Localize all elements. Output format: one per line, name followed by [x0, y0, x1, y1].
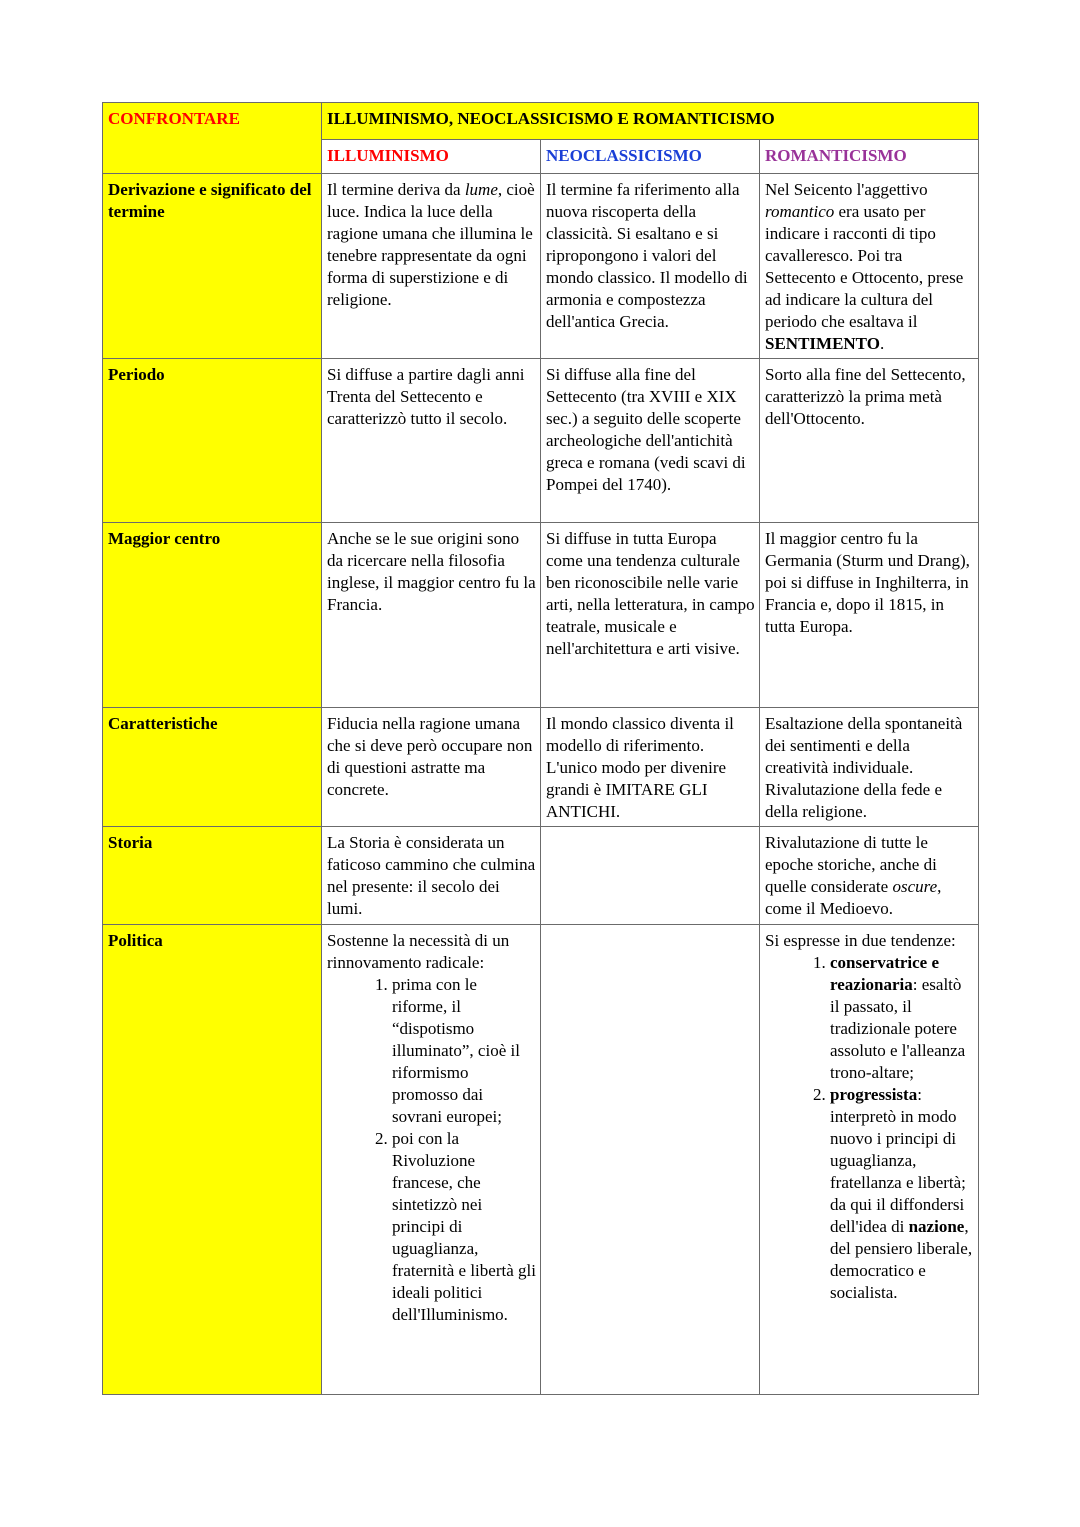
cell-caratteristiche-romanticismo: Esaltazione della spontaneità dei sentimenti e della creatività individuale. Rivalutazione della fede e della religione.	[760, 708, 979, 827]
text-part: , come il Medioevo.	[765, 877, 942, 918]
row-label-storia: Storia	[103, 827, 322, 925]
cell-centro-illuminismo: Anche se le sue origini sono da ricercare nella filosofia inglese, il maggior centro fu la Francia.	[322, 523, 541, 708]
column-header-illuminismo: ILLUMINISMO	[322, 140, 541, 174]
table-row	[103, 827, 979, 925]
table-row	[103, 523, 979, 708]
list-item	[830, 952, 974, 1084]
row-label-periodo: Periodo	[103, 359, 322, 523]
text-italic: romantico	[765, 202, 835, 221]
column-header-romanticismo: ROMANTICISMO	[760, 140, 979, 174]
cell-derivazione-romanticismo	[760, 174, 979, 359]
cell-politica-illuminismo	[322, 925, 541, 1395]
text-italic: lume	[464, 180, 498, 199]
text-part: , del pensiero liberale, democratico e socialista.	[830, 1217, 973, 1302]
text-part: Il termine deriva da	[327, 180, 465, 199]
text-bold: conservatrice e reazionaria	[830, 953, 940, 994]
text-bold: progressista	[830, 1085, 918, 1104]
cell-derivazione-illuminismo	[322, 174, 541, 359]
row-label-derivazione: Derivazione e significato del termine	[103, 174, 322, 359]
text-bold: nazione	[908, 1217, 965, 1236]
text-italic: oscure	[892, 877, 938, 896]
politica-intro: Si espresse in due tendenze:	[765, 931, 956, 950]
text-part: .	[879, 334, 885, 353]
cell-politica-romanticismo	[760, 925, 979, 1395]
cell-centro-romanticismo: Il maggior centro fu la Germania (Sturm und Drang), poi si diffuse in Inghilterra, in Francia e, dopo il 1815, in tutta Europa.	[760, 523, 979, 708]
table-row	[103, 174, 979, 359]
list-item: 1. prima con le riforme, il “dispotismo illuminato”, cioè il riformismo promosso dai sovrani europei;	[392, 974, 536, 1128]
list-item: 2. poi con la Rivoluzione francese, che sintetizzò nei principi di uguaglianza, fraternità e libertà gli ideali politici dell'Illuminismo.	[392, 1128, 536, 1326]
row-label-politica: Politica	[103, 925, 322, 1395]
cell-caratteristiche-neoclassicismo: Il mondo classico diventa il modello di riferimento. L'unico modo per divenire grandi è IMITARE GLI ANTICHI.	[541, 708, 760, 827]
text-bold: SENTIMENTO	[765, 334, 880, 353]
cell-periodo-romanticismo: Sorto alla fine del Settecento, caratterizzò la prima metà dell'Ottocento.	[760, 359, 979, 523]
table-row	[103, 708, 979, 827]
cell-storia-illuminismo: La Storia è considerata un faticoso cammino che culmina nel presente: il secolo dei lumi.	[322, 827, 541, 925]
text-part: Rivalutazione di tutte le epoche storiche, anche di quelle considerate	[765, 833, 937, 896]
cell-periodo-illuminismo: Si diffuse a partire dagli anni Trenta del Settecento e caratterizzò tutto il secolo.	[322, 359, 541, 523]
title-row	[103, 103, 979, 140]
text-part: , cioè luce. Indica la luce della ragione umana che illumina le tenebre rappresentate da ogni forma di superstizione e di religione.	[327, 180, 535, 309]
politica-romanticismo-list	[765, 952, 974, 1304]
table-title: ILLUMINISMO, NEOCLASSICISMO E ROMANTICISMO	[322, 103, 979, 140]
cell-centro-neoclassicismo: Si diffuse in tutta Europa come una tendenza culturale ben riconoscibile nelle varie arti, nella letteratura, in campo teatrale, musicale e nell'architettura e arti visive.	[541, 523, 760, 708]
cell-politica-neoclassicismo	[541, 925, 760, 1395]
comparison-table	[102, 102, 979, 1395]
politica-illuminismo-list	[327, 974, 536, 1326]
politica-intro: Sostenne la necessità di un rinnovamento radicale:	[327, 931, 510, 972]
text-part: Nel Seicento l'aggettivo	[765, 180, 928, 199]
cell-periodo-neoclassicismo: Si diffuse alla fine del Settecento (tra XVIII e XIX sec.) a seguito delle scoperte archeologiche dell'antichità greca e romana (vedi scavi di Pompei del 1740).	[541, 359, 760, 523]
list-item	[830, 1084, 974, 1304]
cell-derivazione-neoclassicismo: Il termine fa riferimento alla nuova riscoperta della classicità. Si esaltano e si ripropongono i valori del mondo classico. Il modello di armonia e compostezza dell'antica Grecia.	[541, 174, 760, 359]
text-part: : interpretò in modo nuovo i principi di uguaglianza, fratellanza e libertà; da qui il diffondersi dell'idea di	[830, 1085, 966, 1236]
table-row	[103, 359, 979, 523]
cell-storia-neoclassicismo	[541, 827, 760, 925]
row-label-centro: Maggior centro	[103, 523, 322, 708]
row-label-caratteristiche: Caratteristiche	[103, 708, 322, 827]
compare-label: CONFRONTARE	[103, 103, 322, 174]
text-part: era usato per indicare i racconti di tipo cavalleresco. Poi tra Settecento e Ottocento, prese ad indicare la cultura del periodo che esaltava il	[765, 202, 964, 331]
table-row	[103, 925, 979, 1395]
cell-storia-romanticismo	[760, 827, 979, 925]
cell-caratteristiche-illuminismo: Fiducia nella ragione umana che si deve però occupare non di questioni astratte ma concrete.	[322, 708, 541, 827]
text-part: : esaltò il passato, il tradizionale potere assoluto e l'alleanza trono-altare;	[830, 975, 966, 1082]
column-header-neoclassicismo: NEOCLASSICISMO	[541, 140, 760, 174]
